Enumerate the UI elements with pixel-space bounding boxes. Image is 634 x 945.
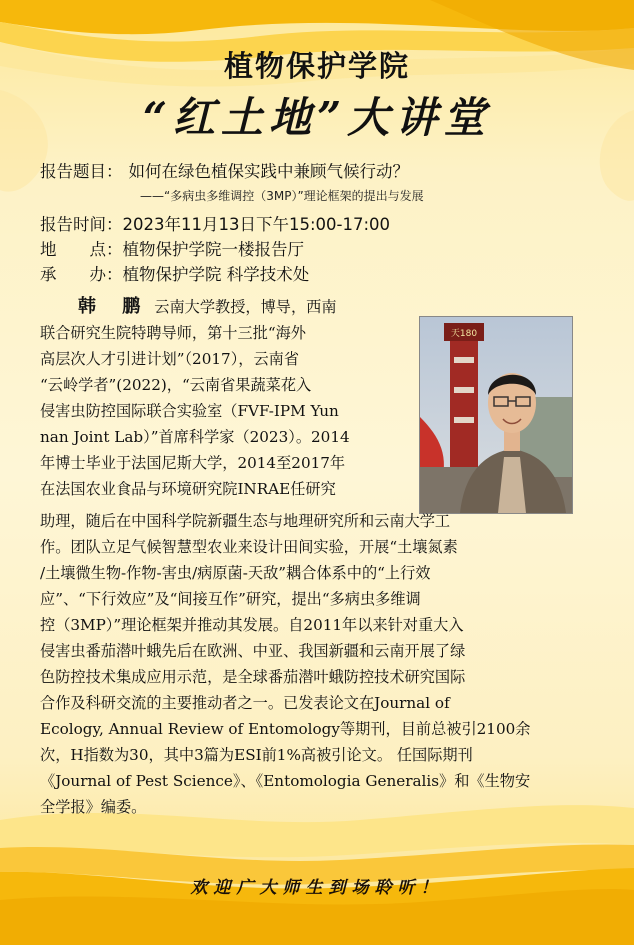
bio-line: 作。团队立足气候智慧型农业来设计田间实验，开展“土壤氮素 [40,538,458,556]
bio-line: 控（3MP）”理论框架并推动其发展。自2011年以来针对重大入 [40,616,464,634]
bio-line: 《Journal of Pest Science》、《Entomologia Generalis》和《生物安 [40,772,531,790]
bio-line: 色防控技术集成应用示范，是全球番茄潜叶蛾防控技术研究国际 [40,668,466,686]
bio-line: 应”、“下行效应”及“间接互作”研究，提出“多病虫多维调 [40,590,421,608]
time-value: 2023年11月13日下午15:00-17:00 [122,215,391,234]
host-value: 植物保护学院 科学技术处 [122,265,310,284]
bio-line-1: 韩 鹏 云南大学教授，博导，西南 [78,296,337,317]
place-label: 地 点： [40,240,123,259]
bio-line: 在法国农业食品与环境研究院INRAE任研究 [40,480,336,498]
time-label: 报告时间： [40,215,123,234]
bio-line: 合作及科研交流的主要推动者之一。已发表论文在Journal of [40,694,450,712]
bio-line: 侵害虫防控国际联合实验室（FVF-IPM Yun [40,402,339,420]
bio-line: 全学报》编委。 [40,798,147,816]
bio-line: nan Joint Lab）”首席科学家（2023）。2014 [40,428,350,446]
topic-subtitle: ——“多病虫多维调控（3MP）”理论框架的提出与发展 [140,189,424,203]
bio-line: /土壤微生物-作物-害虫/病原菌-天敌”耦合体系中的“上行效 [40,564,431,582]
photo-sign-text: 天180 [450,329,478,339]
place-row [40,236,304,260]
speaker-name: 韩 鹏 [78,296,151,317]
time-row [40,211,390,235]
bio-line: “云岭学者”(2022)，“云南省果蔬菜花入 [40,376,312,394]
bio-line: 侵害虫番茄潜叶蛾先后在欧洲、中亚、我国新疆和云南开展了绿 [40,642,466,660]
lecture-series-title: “红土地”大讲堂 [142,93,492,142]
speaker-photo [419,316,573,514]
page-title: 植物保护学院 [223,49,410,83]
bio-line: 高层次人才引进计划”（2017），云南省 [40,350,300,368]
bio-line: 联合研究生院特聘导师，第十三批“海外 [40,324,306,342]
host-label: 承 办： [40,265,123,284]
bio-line: 助理，随后在中国科学院新疆生态与地理研究所和云南大学工 [40,512,451,530]
host-row [40,261,309,285]
bio-line: 年博士毕业于法国尼斯大学，2014至2017年 [40,454,346,472]
place-value: 植物保护学院一楼报告厅 [122,240,304,259]
topic-label: 报告题目： [40,162,123,181]
topic-value: 如何在绿色植保实践中兼顾气候行动？ [128,162,409,181]
bio-line: 次，H指数为30，其中3篇为ESI前1%高被引论文。 任国际期刊 [40,746,473,764]
welcome-slogan: 欢迎广大师生到场聆听！ [190,878,444,898]
bio-line: Ecology, Annual Review of Entomology等期刊，目前总被引2100余 [40,720,531,738]
topic-row [40,158,409,182]
